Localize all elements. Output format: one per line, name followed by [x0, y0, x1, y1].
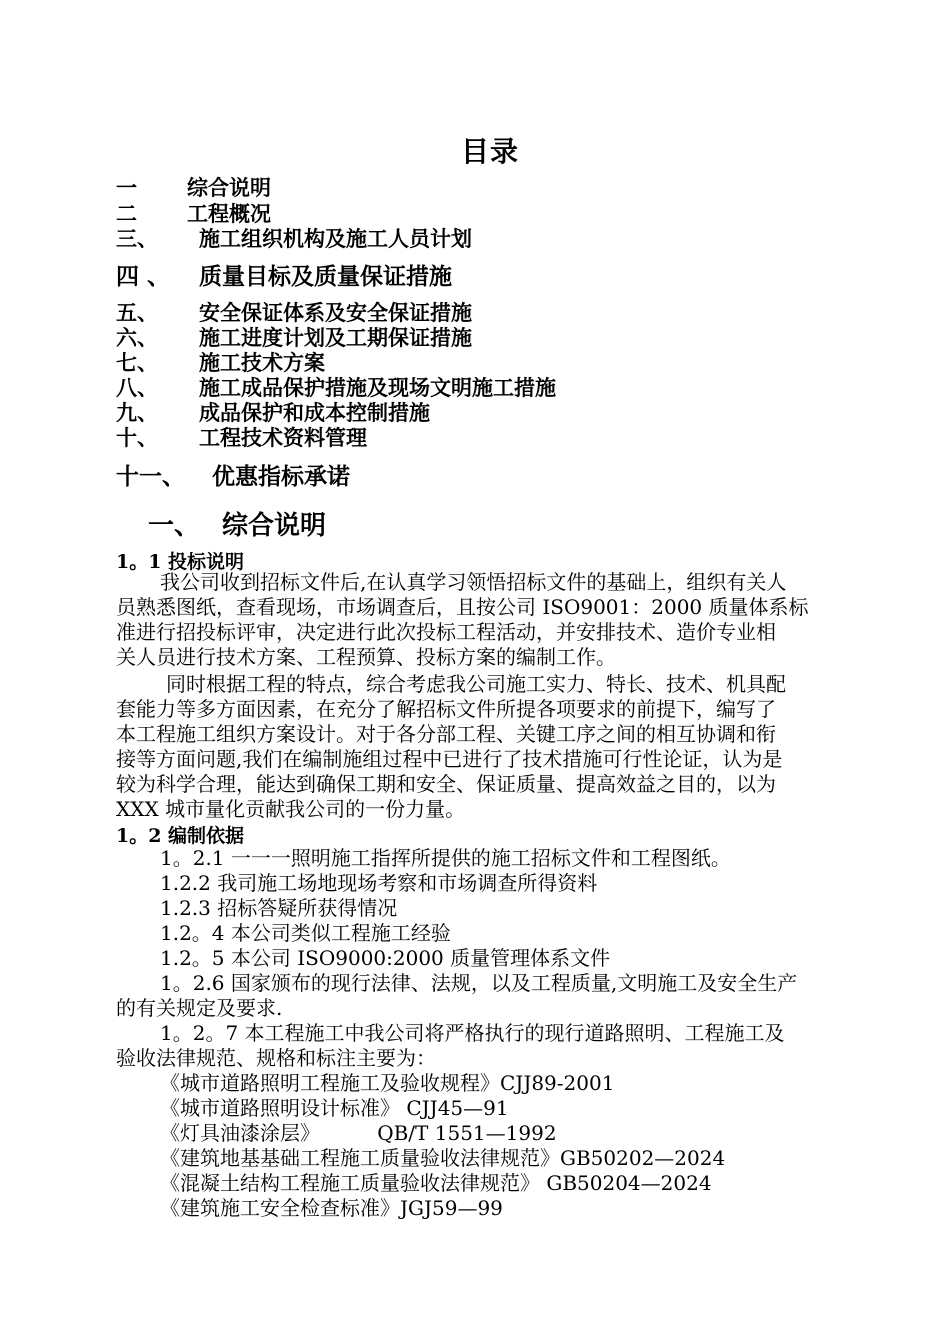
toc-item-text: 安全保证体系及安全保证措施 — [199, 300, 472, 325]
toc-item-text: 施工进度计划及工期保证措施 — [199, 325, 472, 350]
paragraph-line: 员熟悉图纸，查看现场，市场调查后，且按公司 ISO9001：2000 质量体系标 — [116, 595, 809, 619]
paragraph-line: 的有关规定及要求. — [116, 996, 283, 1020]
toc-item-number: 七、 — [116, 350, 158, 375]
toc-item-text: 成品保护和成本控制措施 — [199, 400, 430, 425]
paragraph-line: 关人员进行技术方案、工程预算、投标方案的编制工作。 — [116, 645, 616, 669]
toc-item-number: 五、 — [116, 300, 158, 325]
standard-reference: 《城市道路照明工程施工及验收规程》CJJ89-2001 — [160, 1071, 615, 1095]
standard-reference: 《混凝土结构工程施工质量验收法律规范》 GB50204—2024 — [160, 1171, 712, 1195]
toc-item-text: 工程技术资料管理 — [199, 425, 367, 450]
paragraph-line: 我公司收到招标文件后,在认真学习领悟招标文件的基础上，组织有关人 — [160, 570, 787, 594]
paragraph-line: 1。2。7 本工程施工中我公司将严格执行的现行道路照明、工程施工及 — [160, 1021, 785, 1045]
paragraph-line: 同时根据工程的特点，综合考虑我公司施工实力、特长、技术、机具配 — [166, 672, 786, 696]
section-number: 一、 — [148, 511, 201, 541]
section-heading — [148, 505, 326, 542]
standard-reference: 《建筑地基基础工程施工质量验收法律规范》GB50202—2024 — [160, 1146, 726, 1170]
toc-item-number: 九、 — [116, 400, 158, 425]
paragraph-line: 验收法律规范、规格和标注主要为： — [116, 1046, 436, 1070]
toc-item — [116, 422, 367, 452]
toc-item-text: 工程概况 — [187, 201, 271, 226]
toc-item — [116, 458, 350, 491]
paragraph-line: 较为科学合理，能达到确保工期和安全、保证质量、提高效益之目的，以为 — [116, 772, 776, 796]
toc-item-text: 优惠指标承诺 — [212, 463, 350, 490]
toc-item — [116, 223, 472, 253]
toc-item-number: 六、 — [116, 325, 158, 350]
paragraph-line: 套能力等多方面因素，在充分了解招标文件所提各项要求的前提下，编写了 — [116, 697, 776, 721]
paragraph-line: 1.2.2 我司施工场地现场考察和市场调查所得资料 — [160, 871, 598, 895]
paragraph-line: XXX 城市量化贡献我公司的一份力量。 — [116, 797, 466, 821]
paragraph-line: 1.2。5 本公司 ISO9000:2000 质量管理体系文件 — [160, 946, 611, 970]
toc-item-number: 四 、 — [116, 263, 171, 290]
toc-item-number: 八、 — [116, 375, 158, 400]
subsection-heading: 1。1 投标说明 — [116, 551, 245, 573]
subsection-heading: 1。2 编制依据 — [116, 825, 245, 847]
standard-reference: 《灯具油漆涂层》 QB/T 1551—1992 — [160, 1121, 557, 1145]
section-title: 综合说明 — [222, 511, 327, 541]
toc-item-text: 综合说明 — [187, 175, 271, 200]
paragraph-line: 接等方面问题,我们在编制施组过程中已进行了技术措施可行性论证，认为是 — [116, 747, 783, 771]
paragraph-line: 1.2。4 本公司类似工程施工经验 — [160, 921, 451, 945]
standard-reference: 《城市道路照明设计标准》 CJJ45—91 — [160, 1096, 509, 1120]
paragraph-line: 1。2.6 国家颁布的现行法律、法规，以及工程质量,文明施工及安全生产 — [160, 971, 798, 995]
toc-item-number: 二 — [116, 201, 137, 226]
toc-item-number: 一 — [116, 175, 137, 200]
toc-item-text: 施工组织机构及施工人员计划 — [199, 226, 472, 251]
toc-item-number: 十一、 — [116, 463, 185, 490]
standard-reference: 《建筑施工安全检查标准》JGJ59—99 — [160, 1196, 503, 1220]
toc-item-number: 三、 — [116, 226, 158, 251]
paragraph-line: 1。2.1 一一一照明施工指挥所提供的施工招标文件和工程图纸。 — [160, 846, 731, 870]
toc-item — [116, 258, 452, 291]
paragraph-line: 本工程施工组织方案设计。对于各分部工程、关键工序之间的相互协调和衔 — [116, 722, 776, 746]
toc-item-number: 十、 — [116, 425, 158, 450]
toc-item-text: 施工技术方案 — [199, 350, 325, 375]
toc-item-text: 质量目标及质量保证措施 — [199, 263, 452, 290]
toc-title: 目录 — [460, 135, 519, 168]
paragraph-line: 1.2.3 招标答疑所获得情况 — [160, 896, 398, 920]
toc-item-text: 施工成品保护措施及现场文明施工措施 — [199, 375, 556, 400]
paragraph-line: 准进行招投标评审，决定进行此次投标工程活动，并安排技术、造价专业相 — [116, 620, 776, 644]
